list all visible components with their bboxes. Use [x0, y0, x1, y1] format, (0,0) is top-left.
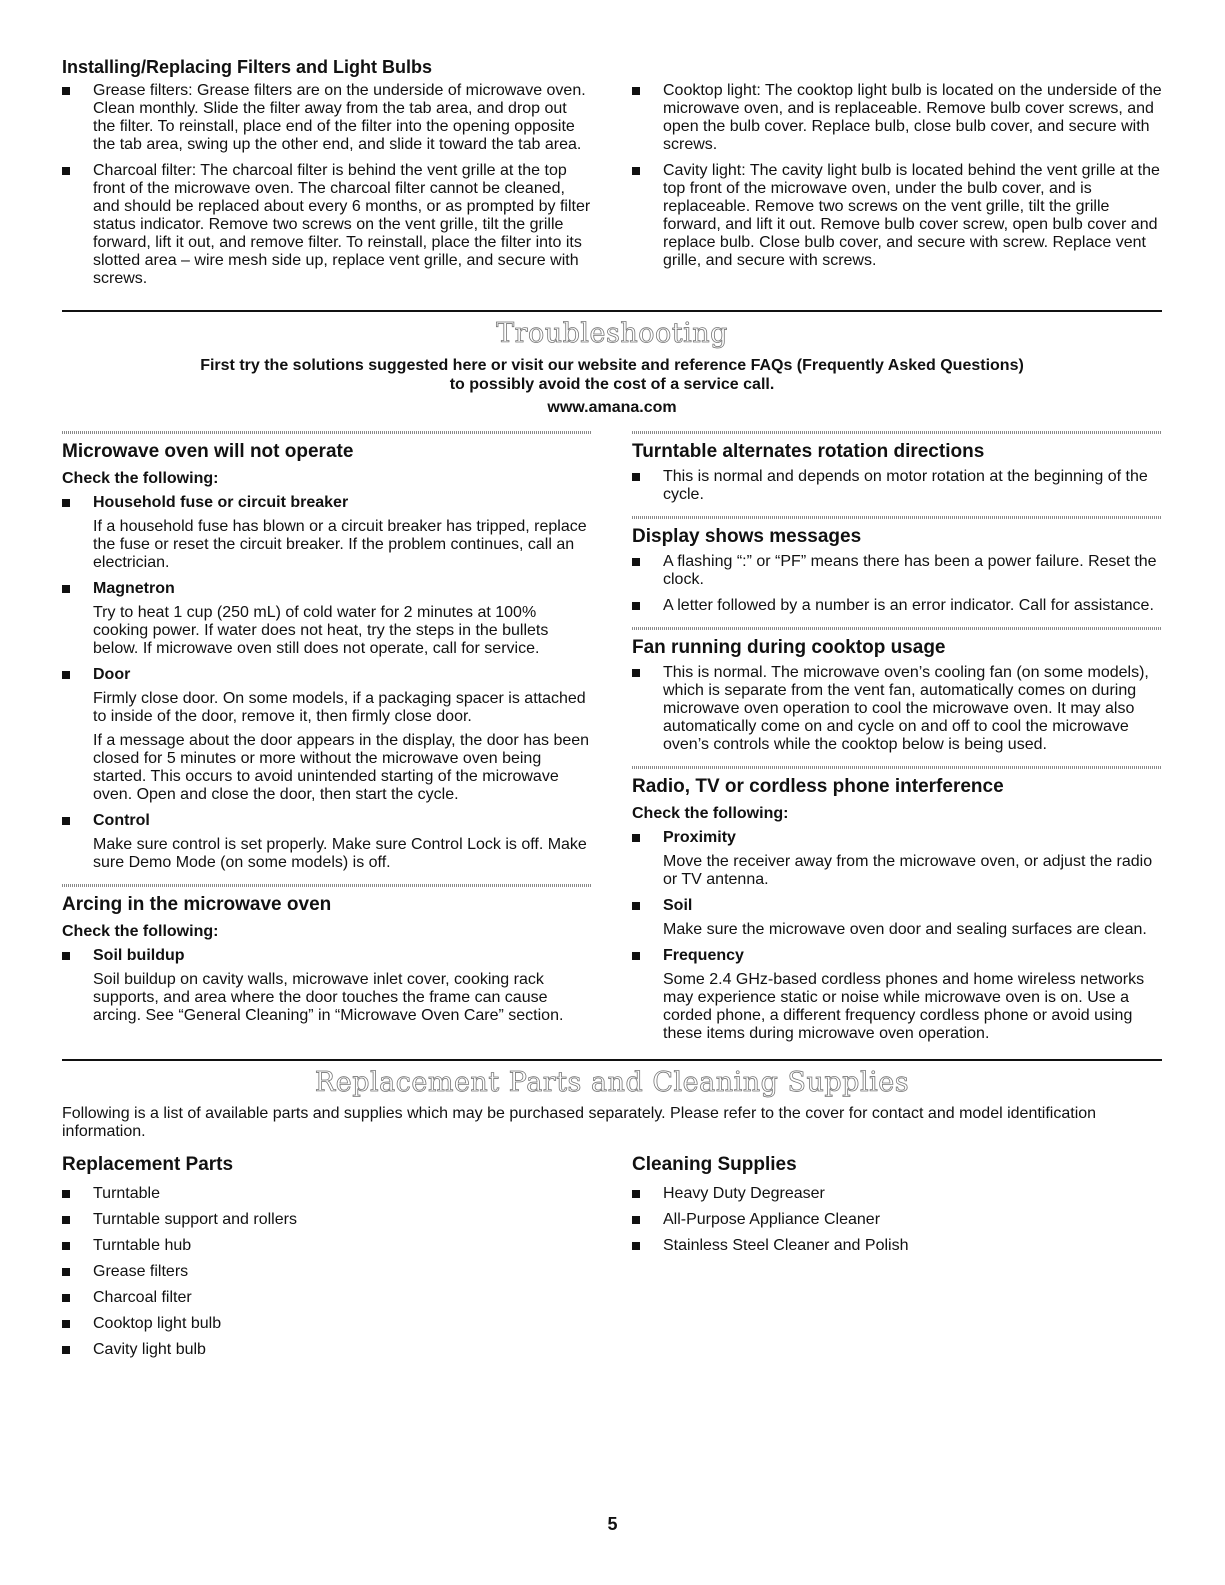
list-item: Charcoal filter — [62, 1289, 592, 1307]
list-item: Household fuse or circuit breaker If a household fuse has blown or a circuit breaker has tripped, replace the fuse or reset the circuit breaker. If the problem continues, call an electrician. — [62, 494, 592, 572]
list-item: Turntable — [62, 1185, 592, 1203]
troubleshooting-intro-1: First try the solutions suggested here or visit our website and reference FAQs (Frequently Asked Questions) — [200, 357, 1024, 374]
list-item: Soil buildup Soil buildup on cavity walls, microwave inlet cover, cooking rack supports, and area where the door touches the frame can cause arcing. See “General Cleaning” in “Microwave Oven Care” section. — [62, 947, 592, 1025]
list-item: Door Firmly close door. On some models, if a packaging spacer is attached to inside of the door, remove it, then firmly close door. If a message about the door appears in the display, the door has been closed for 5 minutes or more without the microwave oven being started. This occurs to avoid unintended starting of the microwave oven. Open and close the door, then start the cycle. — [62, 666, 592, 804]
parts-intro: Following is a list of available parts and supplies which may be purchased separately. Please refer to the cover for contact and model identification information. — [62, 1105, 1097, 1140]
turntable-list — [632, 468, 1162, 504]
list-item: Grease filters: Grease filters are on the underside of microwave oven. Clean monthly. Slide the filter away from the tab area, and drop out the filter. To reinstall, place end of the filter into the opening opposite the tab area, swing up the other end, and slide it toward the tab area. — [62, 82, 592, 154]
display-list — [632, 553, 1162, 615]
replacement-parts-list — [62, 1185, 592, 1359]
list-item: Frequency Some 2.4 GHz-based cordless phones and home wireless networks may experience static or noise while microwave oven is on. Use a corded phone, a different frequency cordless phone or avoid using these items during microwave oven operation. — [632, 947, 1162, 1043]
list-item: Proximity Move the receiver away from the microwave oven, or adjust the radio or TV antenna. — [632, 829, 1162, 889]
list-item: This is normal. The microwave oven’s cooling fan (on some models), which is separate from the vent fan, automatically comes on during microwave oven operation to cool the microwave oven. It may also automatically come on and cycle on and off to cool the microwave oven’s controls while the cooktop below is being used. — [632, 664, 1162, 754]
list-item: All-Purpose Appliance Cleaner — [632, 1211, 1162, 1229]
dotted-divider — [62, 431, 592, 434]
list-item: Cavity light bulb — [62, 1341, 592, 1359]
dotted-divider — [632, 627, 1162, 630]
replacement-parts-title: Replacement Parts — [62, 1154, 234, 1175]
list-item: Turntable hub — [62, 1237, 592, 1255]
website-link[interactable]: www.amana.com — [547, 399, 677, 416]
arcing-list — [62, 947, 592, 1025]
list-item: Cooktop light: The cooktop light bulb is located on the underside of the microwave oven, and is replaceable. Remove bulb cover screws, and open the bulb cover. Replace bulb, close bulb cover, and secure with screws. — [632, 82, 1162, 154]
list-item: Heavy Duty Degreaser — [632, 1185, 1162, 1203]
fan-list — [632, 664, 1162, 754]
list-item: Cavity light: The cavity light bulb is located behind the vent grille at the top front of the microwave oven, under the bulb cover, and is replaceable. Remove two screws on the vent grille, tilt the grille forward, and lift it out. Remove bulb cover screw, open bulb cover and replace bulb. Close bulb cover, and secure with screw. Replace vent grille, and secure with screws. — [632, 162, 1162, 270]
topic-title: Display shows messages — [632, 526, 862, 547]
list-item: Soil Make sure the microwave oven door and sealing surfaces are clean. — [632, 897, 1162, 939]
troubleshooting-columns — [62, 425, 1162, 1051]
check-label: Check the following: — [632, 805, 789, 822]
dotted-divider — [632, 431, 1162, 434]
troubleshooting-intro-2: to possibly avoid the cost of a service call. — [449, 376, 775, 393]
list-item: Grease filters — [62, 1263, 592, 1281]
parts-columns — [62, 1153, 1162, 1367]
filters-right-list — [632, 82, 1162, 270]
list-item: A flashing “:” or “PF” means there has been a power failure. Reset the clock. — [632, 553, 1162, 589]
list-item: Turntable support and rollers — [62, 1211, 592, 1229]
filters-title: Installing/Replacing Filters and Light Bulbs — [62, 57, 433, 77]
filters-left-list — [62, 82, 592, 288]
list-item: Stainless Steel Cleaner and Polish — [632, 1237, 1162, 1255]
topic-title: Turntable alternates rotation directions — [632, 441, 985, 462]
dotted-divider — [632, 516, 1162, 519]
interference-list — [632, 829, 1162, 1043]
dotted-divider — [62, 884, 592, 887]
section-divider — [62, 1059, 1162, 1061]
check-label: Check the following: — [62, 923, 219, 940]
list-item: A letter followed by a number is an error indicator. Call for assistance. — [632, 597, 1162, 615]
page-number: 5 — [607, 1514, 618, 1534]
list-item: Cooktop light bulb — [62, 1315, 592, 1333]
dotted-divider — [632, 766, 1162, 769]
cleaning-supplies-title: Cleaning Supplies — [632, 1154, 797, 1175]
parts-heading: Replacement Parts and Cleaning Supplies — [314, 1067, 910, 1098]
topic-title: Fan running during cooktop usage — [632, 637, 946, 658]
topic-title: Radio, TV or cordless phone interference — [632, 776, 1004, 797]
list-item: Control Make sure control is set properly. Make sure Control Lock is off. Make sure Demo Mode (on some models) is off. — [62, 812, 592, 872]
list-item: This is normal and depends on motor rotation at the beginning of the cycle. — [632, 468, 1162, 504]
troubleshooting-heading: Troubleshooting — [496, 318, 728, 349]
cleaning-supplies-list — [632, 1185, 1162, 1255]
list-item: Charcoal filter: The charcoal filter is behind the vent grille at the top front of the microwave oven. The charcoal filter cannot be cleaned, and should be replaced about every 6 months, or as prompted by filter status indicator. Remove two screws on the vent grille, tilt the grille forward, lift it out, and remove filter. To reinstall, place the filter into its slotted area – wire mesh side up, replace vent grille, and secure with screws. — [62, 162, 592, 288]
check-label: Check the following: — [62, 470, 219, 487]
manual-page — [62, 56, 1162, 1367]
not-operate-list — [62, 494, 592, 872]
section-divider — [62, 310, 1162, 312]
topic-title: Microwave oven will not operate — [62, 441, 354, 462]
filters-columns — [62, 78, 1162, 296]
topic-title: Arcing in the microwave oven — [62, 894, 332, 915]
list-item: Magnetron Try to heat 1 cup (250 mL) of cold water for 2 minutes at 100% cooking power. If water does not heat, try the steps in the bullets below. If microwave oven still does not operate, call for service. — [62, 580, 592, 658]
